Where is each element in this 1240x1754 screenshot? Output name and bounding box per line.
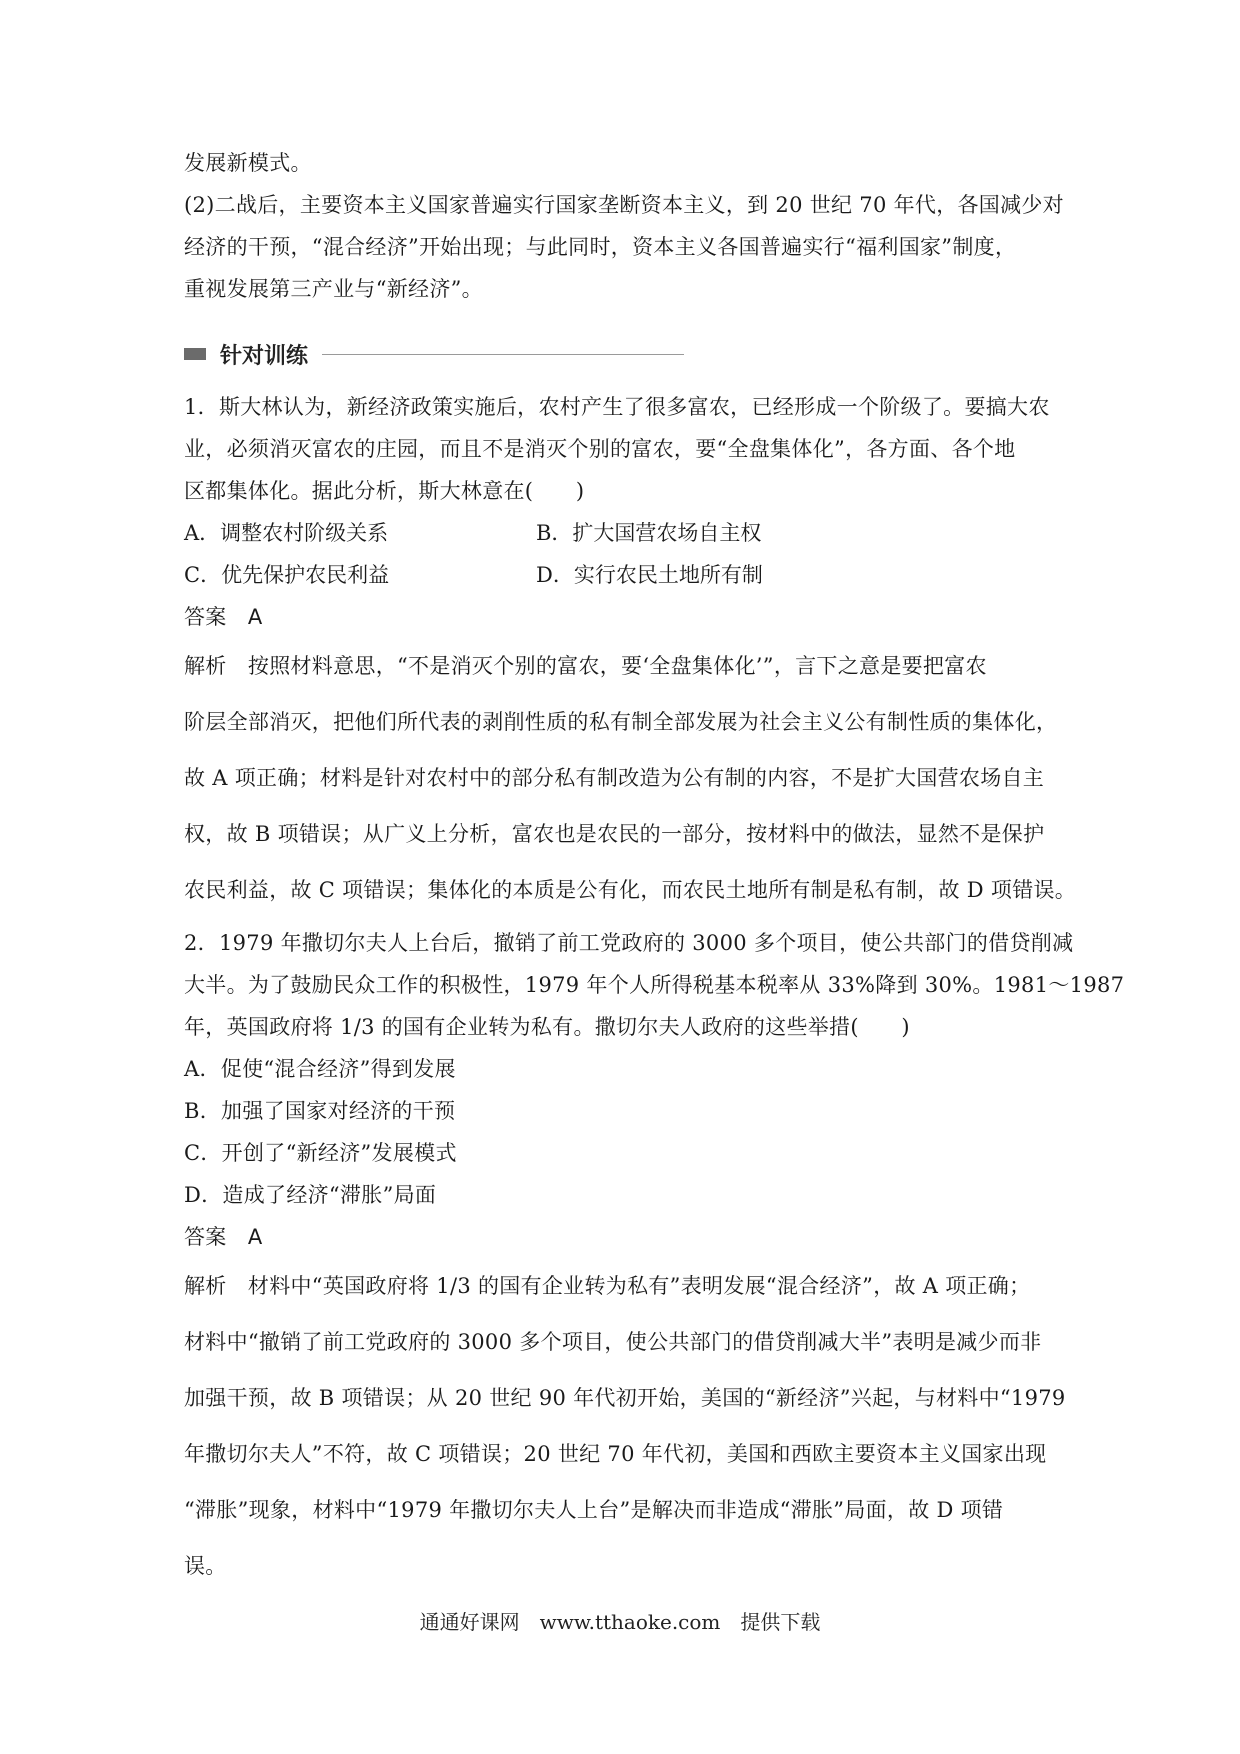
options-row [184, 554, 1064, 596]
question-stem-line: 1．斯大林认为，新经济政策实施后，农村产生了很多富农，已经形成一个阶级了。要搞大农 [184, 395, 1050, 419]
option-a: A．促使“混合经济”得到发展 [184, 1057, 456, 1081]
analysis-line: 阶层全部消灭，把他们所代表的剥削性质的私有制全部发展为社会主义公有制性质的集体化， [184, 710, 1058, 734]
analysis-line: “滞胀”现象，材料中“1979 年撒切尔夫人上台”是解决而非造成“滞胀”局面，故 D 项错 [184, 1498, 1004, 1522]
option-b: B．加强了国家对经济的干预 [184, 1099, 456, 1123]
question-stem-line: 2．1979 年撒切尔夫人上台后，撤销了前工党政府的 3000 多个项目，使公共部门的借贷削减 [184, 931, 1074, 955]
option-c: C．开创了“新经济”发展模式 [184, 1141, 457, 1165]
analysis-line: 材料中“撤销了前工党政府的 3000 多个项目，使公共部门的借贷削减大半”表明是减少而非 [184, 1330, 1042, 1354]
section-heading [184, 334, 684, 374]
options-row [184, 512, 1064, 554]
analysis-line: 故 A 项正确；材料是针对农村中的部分私有制改造为公有制的内容，不是扩大国营农场自主 [184, 766, 1045, 790]
question-1-analysis [184, 638, 1077, 918]
option-d: D．实行农民土地所有制 [536, 563, 763, 587]
analysis-line: 误。 [184, 1554, 227, 1578]
question-stem-line: 年，英国政府将 1/3 的国有企业转为私有。撒切尔夫人政府的这些举措( ) [184, 1015, 910, 1039]
intro-line: (2)二战后，主要资本主义国家普遍实行国家垄断资本主义，到 20 世纪 70 年代，各国减少对 [184, 193, 1064, 217]
answer-line: 答案 A [184, 605, 263, 629]
answer-line: 答案 A [184, 1225, 263, 1249]
section-bar-icon [184, 348, 206, 360]
analysis-line: 权，故 B 项错误；从广义上分析，富农也是农民的一部分，按材料中的做法，显然不是保护 [184, 822, 1045, 846]
intro-line: 发展新模式。 [184, 151, 312, 175]
option-c: C．优先保护农民利益 [184, 563, 390, 587]
page-footer: 通通好课网 www.tthaoke.com 提供下载 [419, 1610, 821, 1634]
question-2 [184, 922, 1125, 1258]
section-divider [322, 354, 684, 355]
option-a: A．调整农村阶级关系 [184, 521, 389, 545]
question-1 [184, 386, 1064, 638]
intro-paragraph [184, 142, 1064, 310]
question-stem-line: 大半。为了鼓励民众工作的积极性，1979 年个人所得税基本税率从 33%降到 30%。1981～1987 [184, 973, 1125, 997]
intro-line: 经济的干预，“混合经济”开始出现；与此同时，资本主义各国普遍实行“福利国家”制度， [184, 235, 1017, 259]
question-stem-line: 业，必须消灭富农的庄园，而且不是消灭个别的富农，要“全盘集体化”，各方面、各个地 [184, 437, 1016, 461]
analysis-line: 加强干预，故 B 项错误；从 20 世纪 90 年代初开始，美国的“新经济”兴起，与材料中“1979 [184, 1386, 1066, 1410]
question-2-analysis [184, 1258, 1064, 1594]
section-title: 针对训练 [220, 343, 309, 369]
question-stem-line: 区都集体化。据此分析，斯大林意在( ) [184, 479, 585, 503]
analysis-line: 年撒切尔夫人”不符，故 C 项错误；20 世纪 70 年代初，美国和西欧主要资本主义国家出现 [184, 1442, 1047, 1466]
intro-line: 重视发展第三产业与“新经济”。 [184, 277, 483, 301]
option-b: B．扩大国营农场自主权 [536, 521, 762, 545]
analysis-line: 农民利益，故 C 项错误；集体化的本质是公有化，而农民土地所有制是私有制，故 D 项错误。 [184, 878, 1077, 902]
analysis-line: 解析 按照材料意思，“不是消灭个别的富农，要‘全盘集体化’”，言下之意是要把富农 [184, 654, 987, 678]
analysis-line: 解析 材料中“英国政府将 1/3 的国有企业转为私有”表明发展“混合经济”，故 A 项正确； [184, 1274, 1031, 1298]
option-d: D．造成了经济“滞胀”局面 [184, 1183, 437, 1207]
